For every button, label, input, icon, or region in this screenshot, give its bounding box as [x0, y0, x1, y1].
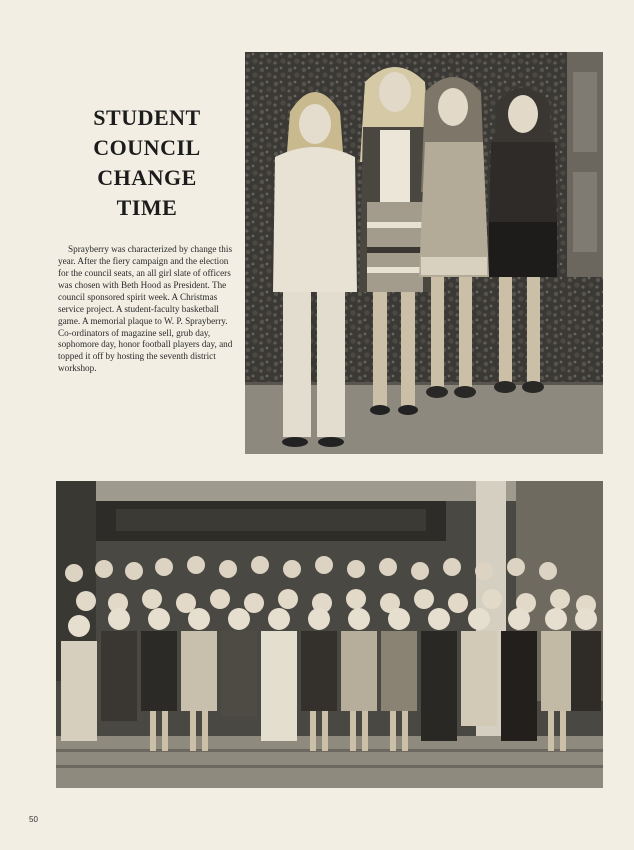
- student-council-group-photo: [56, 481, 603, 788]
- title-line-4: TIME: [116, 195, 178, 220]
- page-title: [62, 103, 232, 223]
- title-line-1: STUDENT: [93, 105, 201, 130]
- title-line-2: COUNCIL: [93, 135, 201, 160]
- council-officers-photo: [245, 52, 603, 454]
- title-line-3: CHANGE: [97, 165, 197, 190]
- page-number: 50: [29, 815, 38, 824]
- article-body: Sprayberry was characterized by change this year. After the fiery campaign and the election for the council seats, an all girl slate of officers was chosen with Beth Hood as President. The council sponsored spirit week. A Christmas service project. A student-faculty basketball game. A memorial plaque to W. P. Sprayberry. Co-ordinators of magazine sell, grub day, sophomore day, honor football players day, and topped it off by hosting the seventh district workshop.: [58, 244, 233, 374]
